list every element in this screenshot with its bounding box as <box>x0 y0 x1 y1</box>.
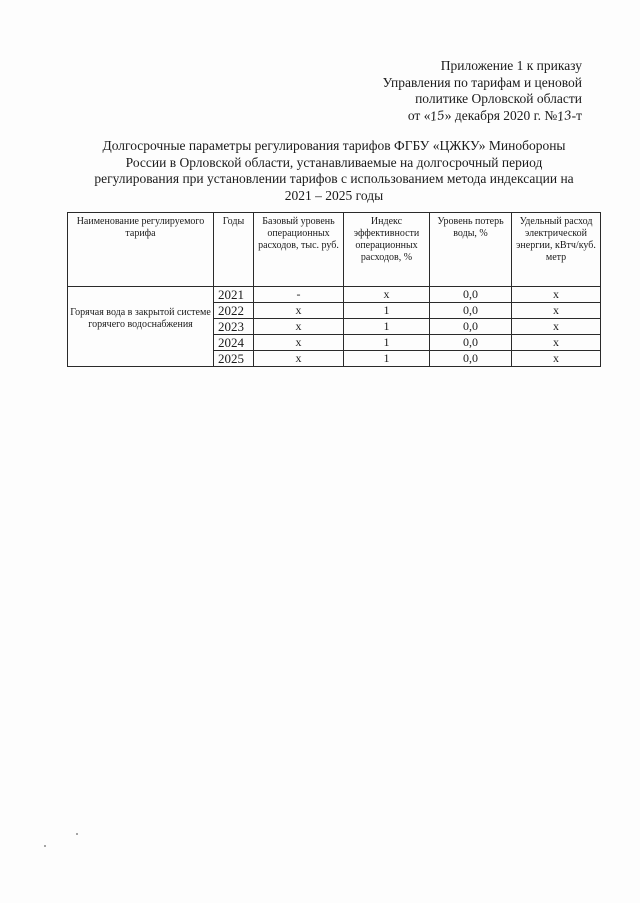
table-row <box>68 287 601 303</box>
parameters-table <box>67 212 601 367</box>
header-water-loss: Уровень потерь воды, % <box>430 213 512 287</box>
tariff-name-cell: Горячая вода в закрытой системе горячего водоснабжения <box>68 287 214 367</box>
energy-cell: x <box>512 287 601 303</box>
base-opex-cell: x <box>254 351 344 367</box>
year-cell: 2022 <box>214 303 254 319</box>
handwritten-day: 15 <box>429 107 446 124</box>
year-cell: 2024 <box>214 335 254 351</box>
appendix-line-4 <box>322 108 582 125</box>
scan-speck <box>44 845 46 847</box>
scan-speck <box>76 833 78 835</box>
table-header-row <box>68 213 601 287</box>
energy-cell: x <box>512 335 601 351</box>
energy-cell: x <box>512 319 601 335</box>
base-opex-cell: x <box>254 335 344 351</box>
base-opex-cell: x <box>254 319 344 335</box>
title-line-1: Долгосрочные параметры регулирования тарифов ФГБУ «ЦЖКУ» Минобороны <box>102 138 566 153</box>
appendix-block <box>322 58 582 124</box>
appendix-date-mid: » декабря 2020 г. № <box>444 107 558 123</box>
water-loss-cell: 0,0 <box>430 303 512 319</box>
energy-cell: x <box>512 351 601 367</box>
handwritten-order-number: 13 <box>556 107 573 124</box>
efficiency-index-cell: 1 <box>344 351 430 367</box>
header-energy-consumption: Удельный расход электрической энергии, кВтч/куб. метр <box>512 213 601 287</box>
header-base-opex: Базовый уровень операционных расходов, тыс. руб. <box>254 213 344 287</box>
energy-cell: x <box>512 303 601 319</box>
title-line-2: России в Орловской области, устанавливаемые на долгосрочный период <box>125 154 543 170</box>
water-loss-cell: 0,0 <box>430 319 512 335</box>
appendix-line-1: Приложение 1 к приказу <box>440 58 582 73</box>
year-cell: 2023 <box>214 319 254 335</box>
base-opex-cell: - <box>254 287 344 303</box>
base-opex-cell: x <box>254 303 344 319</box>
header-year: Годы <box>214 213 254 287</box>
efficiency-index-cell: 1 <box>344 335 430 351</box>
appendix-order-suffix: -т <box>571 107 582 123</box>
title-line-3: регулирования при установлении тарифов с использованием метода индексации на <box>94 171 574 186</box>
document-title <box>60 138 608 204</box>
appendix-date-prefix: от « <box>407 107 431 123</box>
year-cell: 2025 <box>214 351 254 367</box>
header-tariff-name: Наименование регулируемого тарифа <box>68 213 214 287</box>
water-loss-cell: 0,0 <box>430 351 512 367</box>
appendix-line-3: политике Орловской области <box>415 91 582 106</box>
header-efficiency-index: Индекс эффективности операционных расходов, % <box>344 213 430 287</box>
water-loss-cell: 0,0 <box>430 335 512 351</box>
appendix-line-2: Управления по тарифам и ценовой <box>382 74 582 90</box>
year-cell: 2021 <box>214 287 254 303</box>
water-loss-cell: 0,0 <box>430 287 512 303</box>
efficiency-index-cell: 1 <box>344 319 430 335</box>
title-line-4: 2021 – 2025 годы <box>284 187 384 203</box>
efficiency-index-cell: 1 <box>344 303 430 319</box>
efficiency-index-cell: x <box>344 287 430 303</box>
